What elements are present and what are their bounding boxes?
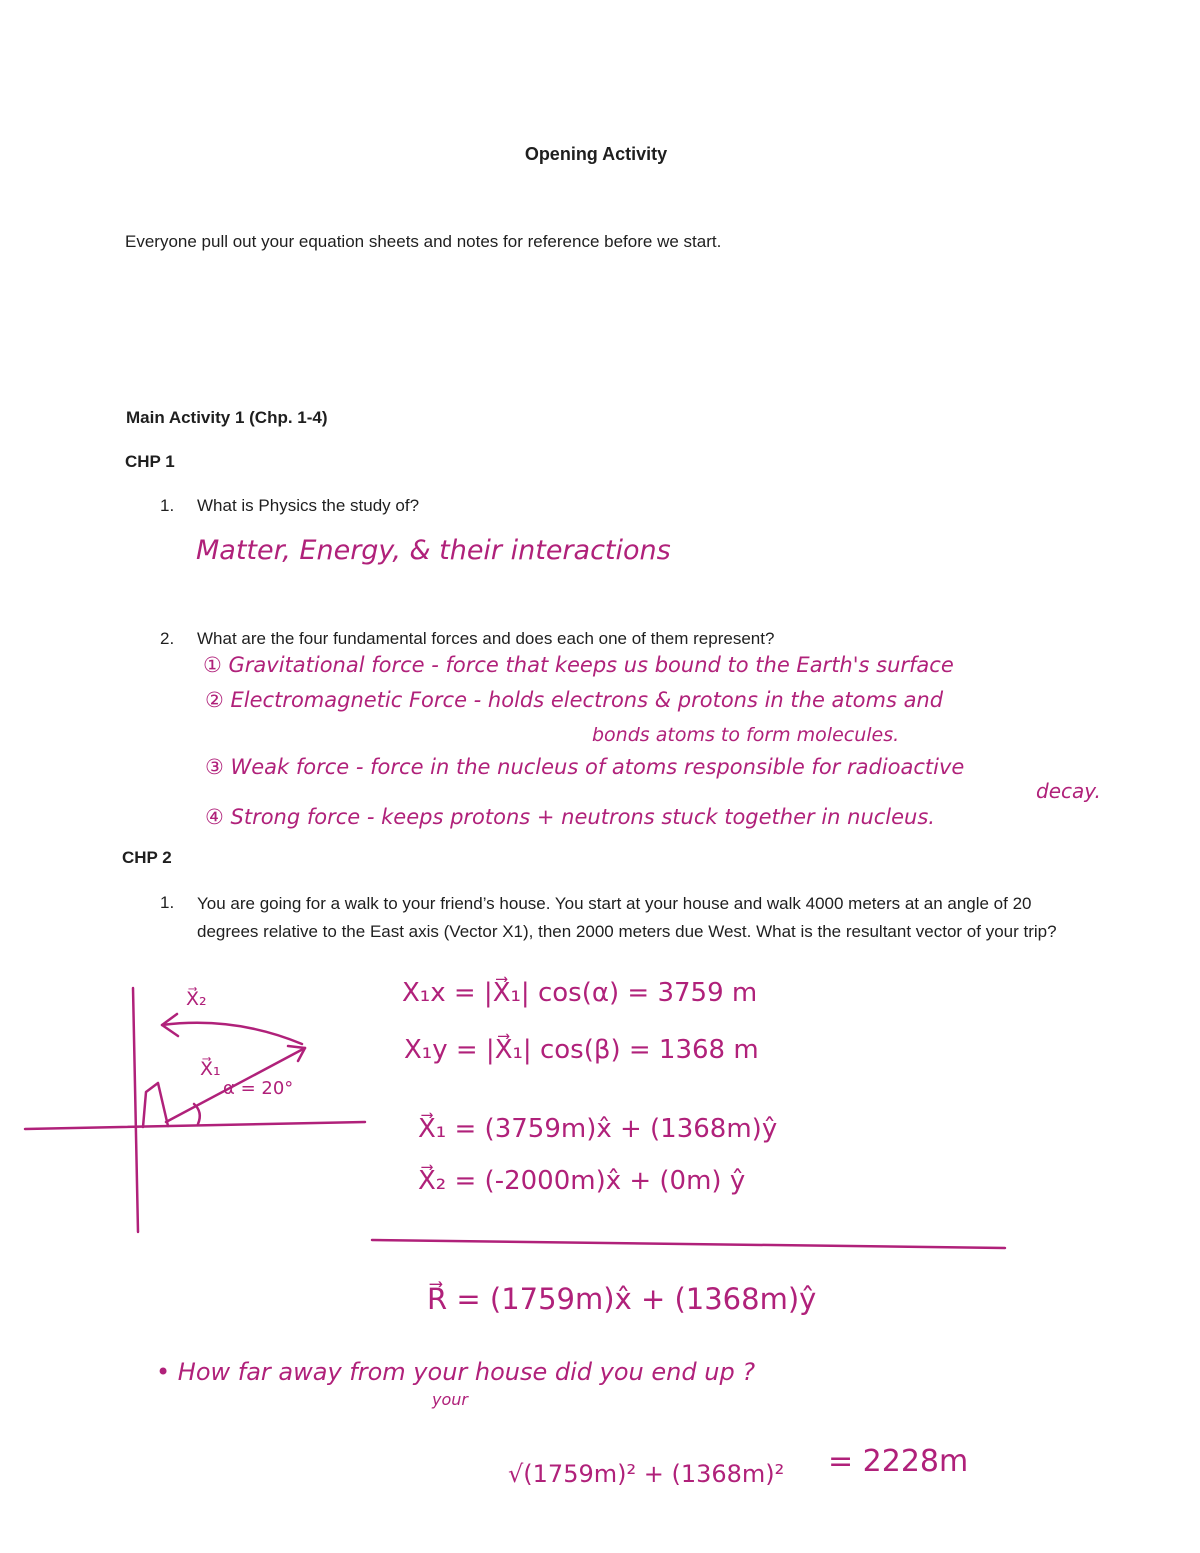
question-text: What is Physics the study of? (197, 496, 420, 515)
question-text: What are the four fundamental forces and does each one of them represent? (197, 629, 775, 648)
summation-line (372, 1240, 1005, 1248)
magnitude-expression: √(1759m)² + (1368m)² (508, 1460, 785, 1488)
question-number: 2. (160, 629, 175, 648)
main-activity-heading: Main Activity 1 (Chp. 1-4) (126, 408, 328, 427)
y-axis (133, 988, 138, 1232)
vector-x2-arrow (162, 1023, 302, 1044)
work-line-vector-x2: X⃗₂ = (-2000m)x̂ + (0m) ŷ (418, 1166, 746, 1196)
handwritten-answer: Matter, Energy, & their interactions (196, 535, 671, 566)
intro-text: Everyone pull out your equation sheets and notes for reference before we start. (125, 232, 722, 251)
question-text: You are going for a walk to your friend’s house. You start at your house and walk 4000 meters at an angle of 20 degrees relative to the East axis (Vector X1), then 2000 meters due West. What is the resultant vector of your trip? (197, 894, 1057, 941)
vector-x2-label: X⃗₂ (186, 988, 207, 1010)
chapter-1-heading: CHP 1 (125, 452, 175, 471)
question-number: 1. (160, 893, 175, 912)
handwritten-force-weak: ③ Weak force - force in the nucleus of atoms responsible for radioactive (205, 755, 965, 779)
work-line-vector-x1: X⃗₁ = (3759m)x̂ + (1368m)ŷ (418, 1114, 778, 1144)
followup-question: • How far away from your house did you end up ? (156, 1358, 756, 1386)
work-line-x1y: X₁y = |X⃗₁| cos(β) = 1368 m (404, 1035, 759, 1065)
handwritten-force-electromagnetic: ② Electromagnetic Force - holds electrons & protons in the atoms and (205, 688, 944, 712)
handwritten-force-gravitational: ① Gravitational force - force that keeps us bound to the Earth's surface (203, 653, 954, 677)
question-number: 1. (160, 496, 175, 515)
angle-marker-beta (143, 1083, 168, 1127)
work-line-x1x: X₁x = |X⃗₁| cos(α) = 3759 m (402, 978, 758, 1008)
chapter-2-heading: CHP 2 (122, 848, 172, 867)
vector-x1-label: X⃗₁ (200, 1058, 221, 1080)
followup-insert: your (432, 1390, 468, 1409)
handwritten-force-weak-cont: decay. (1036, 779, 1101, 803)
angle-label: α = 20° (223, 1078, 294, 1099)
resultant-vector: R⃗ = (1759m)x̂ + (1368m)ŷ (427, 1282, 817, 1316)
x-axis (25, 1122, 365, 1129)
handwritten-force-strong: ④ Strong force - keeps protons + neutrons stuck together in nucleus. (205, 805, 935, 829)
page-title: Opening Activity (524, 144, 668, 164)
magnitude-result: = 2228m (828, 1444, 969, 1479)
handwritten-force-electromagnetic-cont: bonds atoms to form molecules. (592, 724, 900, 746)
